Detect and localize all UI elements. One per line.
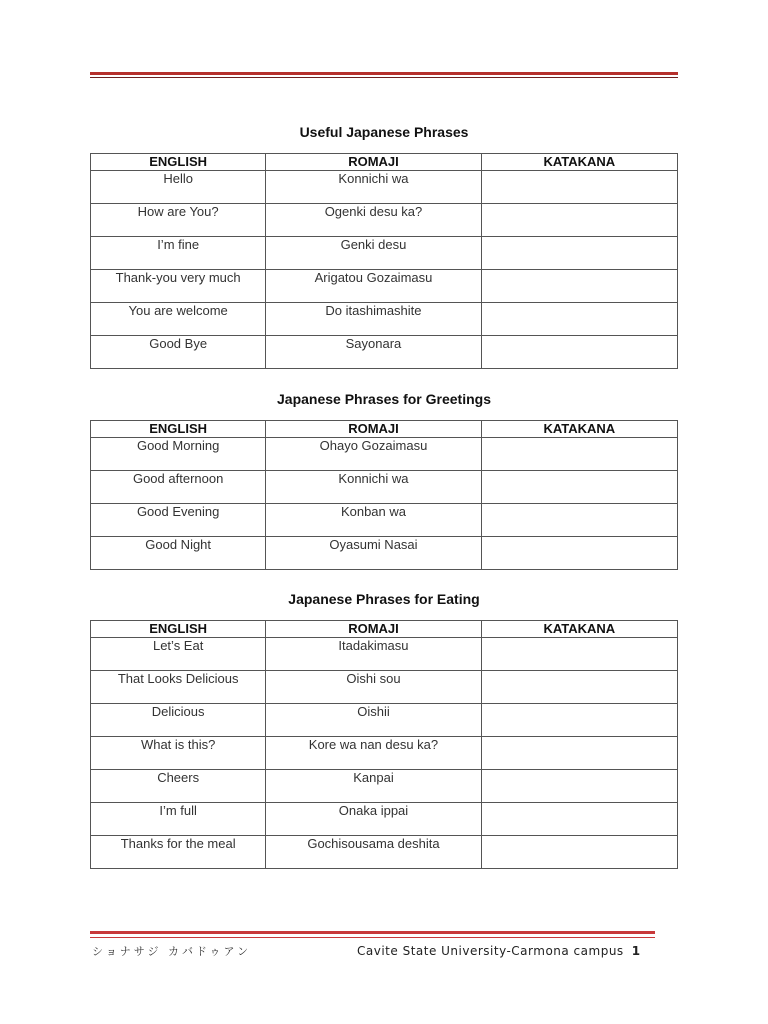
table-header-row bbox=[91, 154, 678, 171]
katakana-cell bbox=[481, 504, 677, 537]
romaji-cell: Kore wa nan desu ka? bbox=[266, 737, 481, 770]
column-header-english: ENGLISH bbox=[91, 621, 266, 638]
romaji-cell: Do itashimashite bbox=[266, 303, 481, 336]
table-row bbox=[91, 770, 678, 803]
katakana-cell bbox=[481, 638, 677, 671]
column-header-katakana: KATAKANA bbox=[481, 154, 677, 171]
section-title-greetings: Japanese Phrases for Greetings bbox=[277, 391, 491, 407]
romaji-cell: Genki desu bbox=[266, 237, 481, 270]
table-row bbox=[91, 638, 678, 671]
table-row bbox=[91, 704, 678, 737]
table-row bbox=[91, 671, 678, 704]
table-row bbox=[91, 537, 678, 570]
section-title-eating: Japanese Phrases for Eating bbox=[288, 591, 480, 607]
english-cell: I’m fine bbox=[91, 237, 266, 270]
katakana-cell bbox=[481, 303, 677, 336]
romaji-cell: Gochisousama deshita bbox=[266, 836, 481, 869]
table-row bbox=[91, 504, 678, 537]
footer-university: Cavite State University-Carmona campus bbox=[357, 944, 624, 958]
english-cell: Thanks for the meal bbox=[91, 836, 266, 869]
table-row bbox=[91, 237, 678, 270]
katakana-cell bbox=[481, 803, 677, 836]
katakana-cell bbox=[481, 671, 677, 704]
english-cell: Good afternoon bbox=[91, 471, 266, 504]
english-cell: Cheers bbox=[91, 770, 266, 803]
column-header-romaji: ROMAJI bbox=[266, 421, 481, 438]
column-header-katakana: KATAKANA bbox=[481, 621, 677, 638]
katakana-cell bbox=[481, 537, 677, 570]
table-row bbox=[91, 471, 678, 504]
greetings-table bbox=[90, 420, 678, 570]
footer-rule bbox=[90, 931, 655, 934]
romaji-cell: Oyasumi Nasai bbox=[266, 537, 481, 570]
english-cell: Good Evening bbox=[91, 504, 266, 537]
eating-table bbox=[90, 620, 678, 869]
english-cell: How are You? bbox=[91, 204, 266, 237]
english-cell: You are welcome bbox=[91, 303, 266, 336]
table-row bbox=[91, 737, 678, 770]
header-rule bbox=[90, 72, 678, 75]
table-header-row bbox=[91, 421, 678, 438]
katakana-cell bbox=[481, 336, 677, 369]
romaji-cell: Ogenki desu ka? bbox=[266, 204, 481, 237]
english-cell: Thank-you very much bbox=[91, 270, 266, 303]
katakana-cell bbox=[481, 704, 677, 737]
column-header-katakana: KATAKANA bbox=[481, 421, 677, 438]
romaji-cell: Oishii bbox=[266, 704, 481, 737]
english-cell: Good Morning bbox=[91, 438, 266, 471]
footer-author: ショナサジ カバドゥアン bbox=[92, 945, 252, 958]
romaji-cell: Sayonara bbox=[266, 336, 481, 369]
romaji-cell: Onaka ippai bbox=[266, 803, 481, 836]
english-cell: What is this? bbox=[91, 737, 266, 770]
footer-rule-thin bbox=[90, 937, 655, 938]
table-row bbox=[91, 303, 678, 336]
table-row bbox=[91, 803, 678, 836]
english-cell: Good Bye bbox=[91, 336, 266, 369]
romaji-cell: Konban wa bbox=[266, 504, 481, 537]
english-cell: Delicious bbox=[91, 704, 266, 737]
table-row bbox=[91, 336, 678, 369]
footer-institution bbox=[357, 944, 641, 958]
table-header-row bbox=[91, 621, 678, 638]
english-cell: Good Night bbox=[91, 537, 266, 570]
katakana-cell bbox=[481, 171, 677, 204]
katakana-cell bbox=[481, 471, 677, 504]
romaji-cell: Arigatou Gozaimasu bbox=[266, 270, 481, 303]
table-row bbox=[91, 204, 678, 237]
column-header-english: ENGLISH bbox=[91, 421, 266, 438]
header-rule-thin bbox=[90, 77, 678, 78]
section-title-useful-phrases: Useful Japanese Phrases bbox=[299, 124, 469, 140]
romaji-cell: Oishi sou bbox=[266, 671, 481, 704]
katakana-cell bbox=[481, 770, 677, 803]
katakana-cell bbox=[481, 270, 677, 303]
table-row bbox=[91, 836, 678, 869]
useful-phrases-table bbox=[90, 153, 678, 369]
page-number: 1 bbox=[631, 944, 641, 958]
romaji-cell: Ohayo Gozaimasu bbox=[266, 438, 481, 471]
katakana-cell bbox=[481, 204, 677, 237]
column-header-romaji: ROMAJI bbox=[266, 154, 481, 171]
english-cell: Hello bbox=[91, 171, 266, 204]
romaji-cell: Konnichi wa bbox=[266, 171, 481, 204]
english-cell: I’m full bbox=[91, 803, 266, 836]
column-header-english: ENGLISH bbox=[91, 154, 266, 171]
katakana-cell bbox=[481, 836, 677, 869]
romaji-cell: Konnichi wa bbox=[266, 471, 481, 504]
table-row bbox=[91, 171, 678, 204]
katakana-cell bbox=[481, 237, 677, 270]
katakana-cell bbox=[481, 438, 677, 471]
romaji-cell: Kanpai bbox=[266, 770, 481, 803]
english-cell: That Looks Delicious bbox=[91, 671, 266, 704]
romaji-cell: Itadakimasu bbox=[266, 638, 481, 671]
english-cell: Let’s Eat bbox=[91, 638, 266, 671]
table-row bbox=[91, 438, 678, 471]
katakana-cell bbox=[481, 737, 677, 770]
table-row bbox=[91, 270, 678, 303]
column-header-romaji: ROMAJI bbox=[266, 621, 481, 638]
